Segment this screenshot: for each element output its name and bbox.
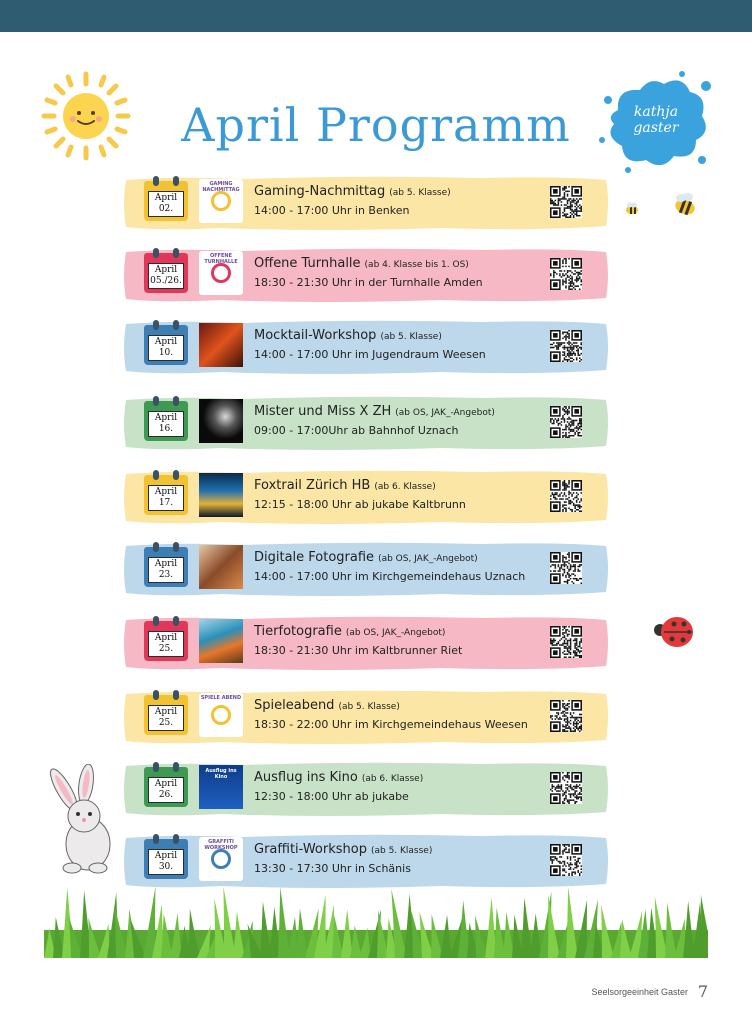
page-title: April Programm: [181, 98, 571, 152]
calendar-icon: [144, 398, 188, 442]
event-month: April: [154, 337, 178, 347]
event-title: Mister und Miss X ZH: [254, 404, 392, 419]
qr-code-icon[interactable]: [550, 626, 582, 658]
event-title: Graffiti-Workshop: [254, 842, 367, 857]
event-details: 09:00 - 17:00Uhr ab Bahnhof Uznach: [254, 424, 459, 437]
cinema-poster-icon: [199, 765, 243, 809]
qr-code-icon[interactable]: [550, 330, 582, 362]
event-title: Digitale Fotografie: [254, 550, 375, 565]
thumbnail-caption: Ausflug ins Kino: [205, 768, 237, 780]
detective-photo-icon: [199, 399, 243, 443]
event-title: Tierfotografie: [254, 624, 342, 639]
ladybug-icon: [652, 612, 696, 652]
event-note: (ab OS, JAK_-Angebot): [395, 408, 495, 418]
kingfisher-photo-icon: [199, 619, 243, 663]
event-row: [122, 246, 610, 304]
grass-decoration: [44, 880, 708, 958]
event-details: 14:00 - 17:00 Uhr im Jugendraum Weesen: [254, 348, 486, 361]
game-night-logo-icon: [199, 693, 243, 737]
mocktail-photo-icon: [199, 323, 243, 367]
event-row: [122, 760, 610, 818]
gaming-logo-icon: [199, 179, 243, 223]
calendar-icon: [144, 472, 188, 516]
calendar-icon: [144, 618, 188, 662]
event-note: (ab 5. Klasse): [380, 332, 442, 342]
event-note: (ab OS, JAK_-Angebot): [345, 628, 446, 638]
event-row: [122, 318, 610, 376]
event-month: April: [154, 633, 178, 643]
event-month: April: [154, 487, 178, 497]
gym-logo-icon: [199, 251, 243, 295]
calendar-icon: [144, 692, 188, 736]
city-night-photo-icon: [199, 473, 243, 517]
event-details: 18:30 - 21:30 Uhr in der Turnhalle Amden: [254, 276, 483, 289]
event-day: 25.: [158, 718, 174, 728]
qr-code-icon[interactable]: [550, 480, 582, 512]
qr-code-icon[interactable]: [550, 700, 582, 732]
event-row: [122, 614, 610, 672]
event-details: 12:30 - 18:00 Uhr ab jukabe: [254, 790, 409, 803]
event-day: 25.: [158, 644, 174, 654]
event-note: (ab OS, JAK_-Angebot): [378, 554, 478, 564]
event-day: 26.: [158, 790, 174, 800]
header-bar: [0, 0, 752, 32]
brand-logo-text: kathja gaster: [633, 104, 679, 136]
bunny-icon: [40, 764, 124, 876]
event-day: 10.: [158, 348, 174, 358]
calendar-icon: [144, 764, 188, 808]
event-month: April: [154, 413, 178, 423]
calendar-icon: [144, 178, 188, 222]
event-month: April: [154, 779, 178, 789]
event-details: 14:00 - 17:00 Uhr im Kirchgemeindehaus Uznach: [254, 570, 526, 583]
event-title: Mocktail-Workshop: [254, 328, 377, 343]
event-details: 18:30 - 22:00 Uhr im Kirchgemeindehaus Weesen: [254, 718, 528, 731]
event-note: (ab 6. Klasse): [374, 482, 436, 492]
qr-code-icon[interactable]: [550, 258, 582, 290]
event-title: Offene Turnhalle: [254, 256, 361, 271]
event-note: (ab 6. Klasse): [361, 774, 424, 784]
calendar-icon: [144, 322, 188, 366]
event-details: 14:00 - 17:00 Uhr in Benken: [254, 204, 410, 217]
graffiti-logo-icon: [199, 837, 243, 881]
event-note: (ab 5. Klasse): [370, 846, 433, 856]
qr-code-icon[interactable]: [550, 844, 582, 876]
event-row: [122, 688, 610, 746]
bee-icon: [624, 200, 640, 216]
event-note: (ab 5. Klasse): [389, 188, 451, 198]
event-title: Spieleabend: [254, 698, 335, 713]
qr-code-icon[interactable]: [550, 772, 582, 804]
publisher-name: Seelsorgeeinheit Gaster: [591, 987, 688, 997]
bee-icon: [672, 192, 698, 216]
event-note: (ab 5. Klasse): [338, 702, 400, 712]
event-title: Foxtrail Zürich HB: [254, 478, 371, 493]
camera-photo-icon: [199, 545, 243, 589]
event-row: [122, 468, 610, 526]
event-month: April: [154, 707, 178, 717]
thumbnail-caption: OFFENE TURNHALLE: [204, 253, 238, 265]
calendar-icon: [144, 544, 188, 588]
event-details: 12:15 - 18:00 Uhr ab jukabe Kaltbrunn: [254, 498, 466, 511]
event-title: Gaming-Nachmittag: [254, 184, 386, 199]
event-month: April: [154, 193, 178, 203]
event-title: Ausflug ins Kino: [254, 770, 358, 785]
event-details: 13:30 - 17:30 Uhr in Schänis: [254, 862, 411, 875]
thumbnail-caption: SPIELE ABEND: [200, 695, 242, 701]
event-row: [122, 174, 610, 232]
event-day: 05./26.: [150, 276, 182, 286]
thumbnail-caption: GRAFFITI WORKSHOP: [204, 839, 238, 851]
event-month: April: [154, 265, 178, 275]
event-month: April: [154, 851, 178, 861]
event-row: [122, 394, 610, 452]
event-details: 18:30 - 21:30 Uhr im Kaltbrunner Riet: [254, 644, 463, 657]
event-note: (ab 4. Klasse bis 1. OS): [364, 260, 469, 270]
event-day: 30.: [158, 862, 174, 872]
qr-code-icon[interactable]: [550, 186, 582, 218]
calendar-icon: [144, 836, 188, 880]
thumbnail-caption: GAMING NACHMITTAG: [202, 181, 240, 193]
qr-code-icon[interactable]: [550, 406, 582, 438]
event-day: 02.: [158, 204, 174, 214]
event-day: 16.: [158, 424, 174, 434]
event-row: [122, 540, 610, 598]
event-day: 23.: [158, 570, 174, 580]
calendar-icon: [144, 250, 188, 294]
qr-code-icon[interactable]: [550, 552, 582, 584]
event-day: 17.: [158, 498, 174, 508]
event-month: April: [154, 559, 178, 569]
page-number: 7: [697, 982, 708, 1001]
